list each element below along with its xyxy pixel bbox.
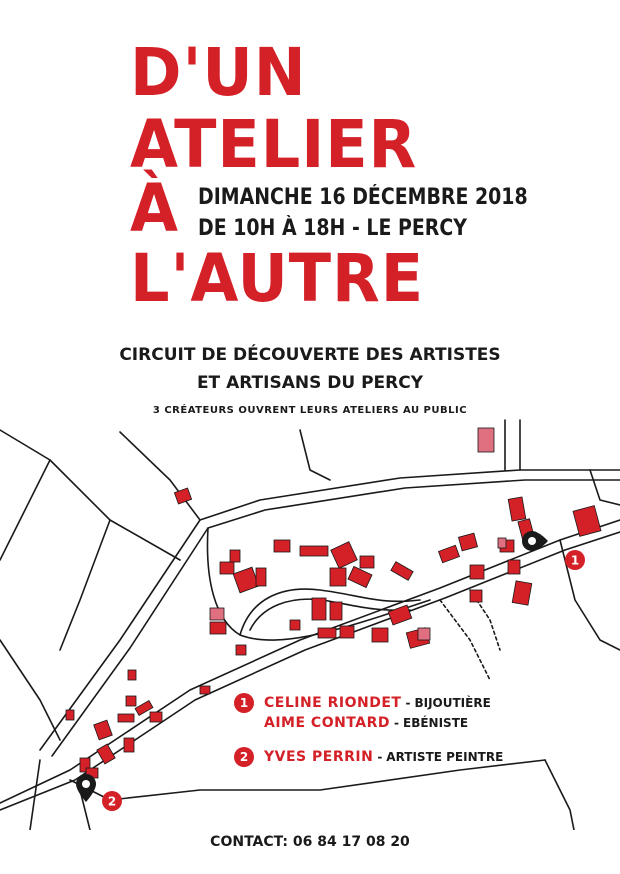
title-line-2: ATELIER — [130, 106, 418, 183]
legend-number-badge: 2 — [234, 747, 254, 767]
title-line-3: À — [130, 170, 179, 247]
artist-role: EBÉNISTE — [403, 716, 469, 730]
marker-1-label: 1 — [570, 553, 580, 568]
separator: - — [405, 696, 411, 710]
contact-phone: CONTACT: 06 84 17 08 20 — [210, 834, 410, 850]
artist-name: AIME CONTARD — [264, 715, 391, 731]
marker-2-label: 2 — [107, 794, 117, 809]
location-pin-icon — [522, 531, 548, 551]
title-line-4: L'AUTRE — [130, 240, 425, 317]
legend-entry-1 — [234, 693, 491, 713]
artist-name: YVES PERRIN — [264, 749, 374, 765]
subtitle-line-2: ET ARTISANS DU PERCY — [196, 373, 424, 393]
artist-role: BIJOUTIÈRE — [414, 696, 491, 710]
map-buildings — [66, 488, 601, 778]
location-pin-icon — [76, 774, 96, 802]
separator: - — [377, 750, 383, 764]
map-marker-2[interactable] — [76, 774, 122, 811]
title-line-1: D'UN — [130, 34, 307, 111]
subtitle-line-1: CIRCUIT DE DÉCOUVERTE DES ARTISTES — [119, 345, 501, 365]
separator: - — [394, 716, 399, 730]
artist-role: ARTISTE PEINTRE — [386, 750, 504, 764]
event-time-place: DE 10H À 18H - LE PERCY — [198, 216, 467, 241]
legend-number-badge: 1 — [234, 693, 254, 713]
artist-name: CELINE RIONDET — [264, 695, 402, 711]
subtitle-line-3: 3 CRÉATEURS OUVRENT LEURS ATELIERS AU PUBLIC — [152, 405, 468, 416]
legend-entry-3 — [234, 747, 503, 767]
legend-entry-2 — [264, 715, 468, 731]
event-date: DIMANCHE 16 DÉCEMBRE 2018 — [198, 185, 528, 210]
